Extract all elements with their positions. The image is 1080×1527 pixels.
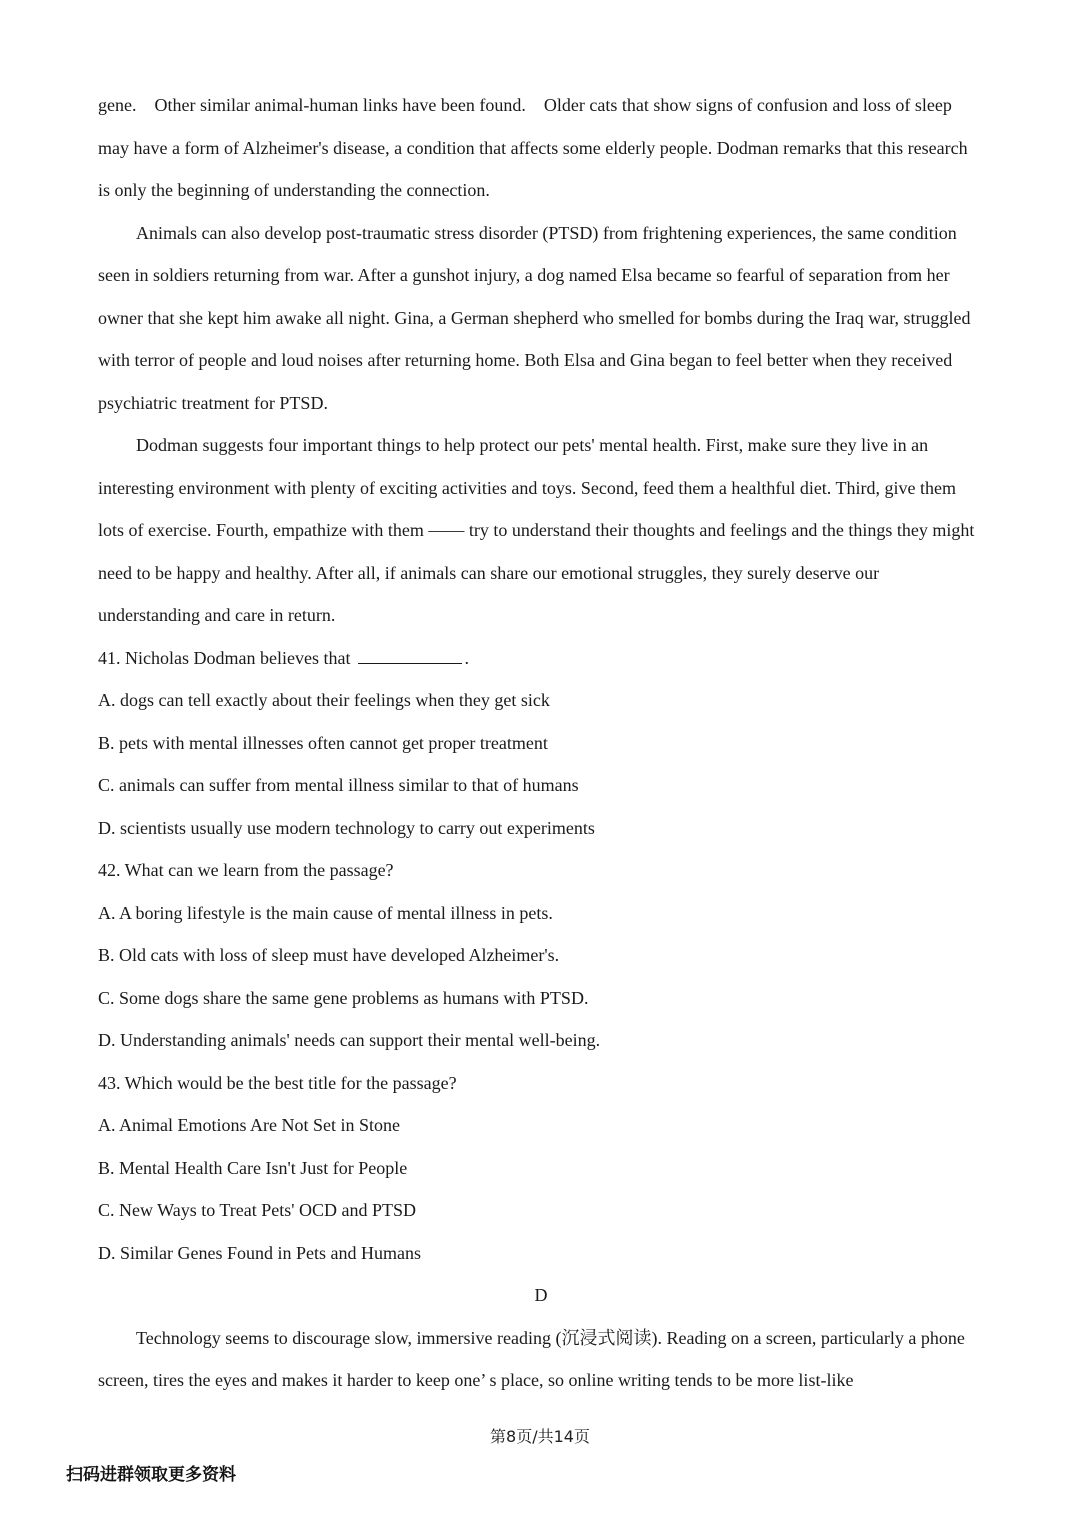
option-41-d: D. scientists usually use modern technology to carry out experiments (98, 817, 595, 838)
option-43-d: D. Similar Genes Found in Pets and Humans (98, 1242, 421, 1263)
section-d-paragraph-1: Technology seems to discourage slow, immersive reading (沉浸式阅读). Reading on a screen, particularly a phone screen, tires the eyes and makes it harder to keep one’ s place, so online writing tends to be more list-like (98, 1327, 965, 1390)
option-41-a: A. dogs can tell exactly about their feelings when they get sick (98, 690, 550, 710)
question-43 (98, 1062, 984, 1275)
option-41-c: C. animals can suffer from mental illness similar to that of humans (98, 775, 579, 795)
page-content (98, 84, 984, 1402)
option-42-d: D. Understanding animals' needs can support their mental well-being. (98, 1030, 601, 1050)
section-d-heading: D (534, 1285, 548, 1305)
passage-c-paragraph-3: Dodman suggests four important things to help protect our pets' mental health. First, make sure they live in an interesting environment with plenty of exciting activities and toys. Second, feed them a healthful diet. Third, give them lots of exercise. Fourth, empathize with them —— try to understand their thoughts and feelings and the things they might need to be happy and healthy. After all, if animals can share our emotional struggles, they surely deserve our understanding and care in return. (98, 435, 975, 625)
question-42 (98, 849, 984, 1062)
question-43-stem: 43. Which would be the best title for the passage? (98, 1072, 457, 1093)
question-stem-text: 41. Nicholas Dodman believes that (98, 647, 351, 668)
option-43-a: A. Animal Emotions Are Not Set in Stone (98, 1115, 400, 1135)
option-42-a: A. A boring lifestyle is the main cause of mental illness in pets. (98, 902, 553, 923)
question-41 (98, 637, 984, 850)
promo-text: 扫码进群领取更多资料 (66, 1465, 236, 1485)
option-42-b: B. Old cats with loss of sleep must have developed Alzheimer's. (98, 945, 560, 965)
option-43-b: B. Mental Health Care Isn't Just for People (98, 1157, 408, 1178)
page-number: 第8页/共14页 (490, 1427, 590, 1446)
question-stem-end: . (464, 647, 469, 668)
question-41-stem (98, 637, 984, 680)
question-42-stem: 42. What can we learn from the passage? (98, 860, 394, 880)
passage-c-paragraph-2: Animals can also develop post-traumatic stress disorder (PTSD) from frightening experiences, the same condition seen in soldiers returning from war. After a gunshot injury, a dog named Elsa became so fearful of separation from her owner that she kept him awake all night. Gina, a German shepherd who smelled for bombs during the Iraq war, struggled with terror of people and loud noises after returning home. Both Elsa and Gina began to feel better when they received psychiatric treatment for PTSD. (98, 222, 971, 413)
option-42-c: C. Some dogs share the same gene problems as humans with PTSD. (98, 987, 589, 1008)
option-41-b: B. pets with mental illnesses often cannot get proper treatment (98, 732, 548, 753)
answer-blank (358, 645, 462, 664)
option-43-c: C. New Ways to Treat Pets' OCD and PTSD (98, 1200, 416, 1220)
passage-c-paragraph-1: gene. Other similar animal-human links have been found. Older cats that show signs of confusion and loss of sleep may have a form of Alzheimer's disease, a condition that affects some elderly people. Dodman remarks that this research is only the beginning of understanding the connection. (98, 95, 968, 200)
